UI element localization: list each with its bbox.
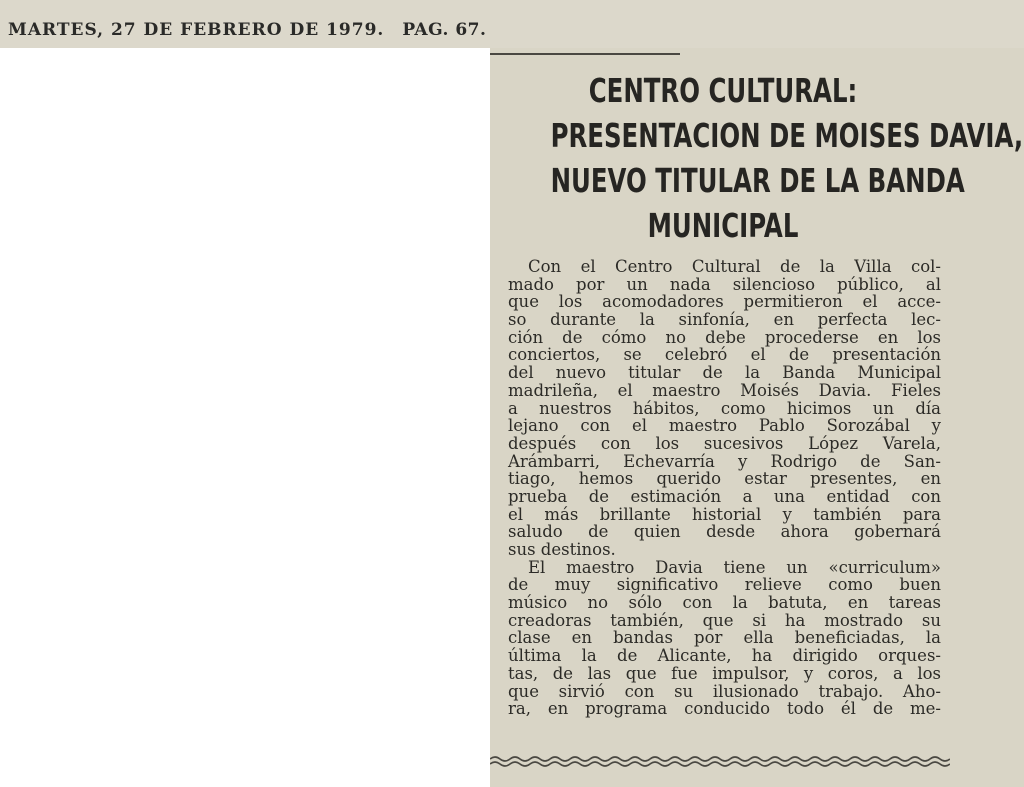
header-line xyxy=(8,20,486,40)
body-line: músico no sólo con la batuta, en tareas xyxy=(508,593,941,613)
body-line: última la de Alicante, ha dirigido orques- xyxy=(508,646,941,666)
body-line: madrileña, el maestro Moisés Davia. Fieles xyxy=(508,380,941,400)
top-rule xyxy=(490,53,680,55)
body-line: después con los sucesivos López Varela, xyxy=(508,433,941,453)
headline-line: CENTRO CULTURAL: xyxy=(588,71,858,110)
headline-line: MUNICIPAL xyxy=(647,206,799,245)
decorative-wavy-rule xyxy=(490,754,950,768)
body-line: lejano con el maestro Pablo Sorozábal y xyxy=(508,416,941,436)
body-line: sus destinos. xyxy=(508,540,616,559)
body-line: clase en bandas por ella beneficiadas, la xyxy=(508,628,941,648)
headline xyxy=(550,68,1024,248)
body-line: que sirvió con su ilusionado trabajo. Aho- xyxy=(508,681,941,701)
body-line: Con el Centro Cultural de la Villa col- xyxy=(528,257,941,276)
body-line: ción de cómo no debe procederse en los xyxy=(508,327,941,347)
body-line: tiago, hemos querido estar presentes, en xyxy=(508,469,941,489)
body-line: de muy significativo relieve como buen xyxy=(508,575,941,595)
body-line: conciertos, se celebró el de presentación xyxy=(508,345,941,365)
body-line: del nuevo titular de la Banda Municipal xyxy=(508,363,941,383)
headline-line: PRESENTACION DE MOISES DAVIA, xyxy=(550,116,1024,155)
body-line: Arámbarri, Echevarría y Rodrigo de San- xyxy=(508,451,941,471)
headline-line: NUEVO TITULAR DE LA BANDA xyxy=(550,161,965,200)
body-line: ra, en programa conducido todo él de me- xyxy=(508,699,941,719)
body-line: mado por un nada silencioso público, al xyxy=(508,274,941,294)
body-line: prueba de estimación a una entidad con xyxy=(508,486,941,506)
page-number: PAG. 67. xyxy=(402,20,487,40)
dateline: MARTES, 27 DE FEBRERO DE 1979. xyxy=(8,20,385,40)
body-line: que los acomodadores permitieron el acce- xyxy=(508,292,941,312)
body-line: El maestro Davia tiene un «curriculum» xyxy=(528,557,941,577)
page-header xyxy=(0,0,1024,48)
body-line: saludo de quien desde ahora gobernará xyxy=(508,522,941,542)
body-line: so durante la sinfonía, en perfecta lec- xyxy=(508,310,941,330)
newspaper-clipping xyxy=(490,48,1024,787)
body-line: tas, de las que fue impulsor, y coros, a los xyxy=(508,663,941,683)
body-line: a nuestros hábitos, como hicimos un día xyxy=(508,398,941,418)
article-body xyxy=(508,258,941,718)
body-line: creadoras también, que si ha mostrado su xyxy=(508,610,941,630)
body-line: el más brillante historial y también para xyxy=(508,504,941,524)
